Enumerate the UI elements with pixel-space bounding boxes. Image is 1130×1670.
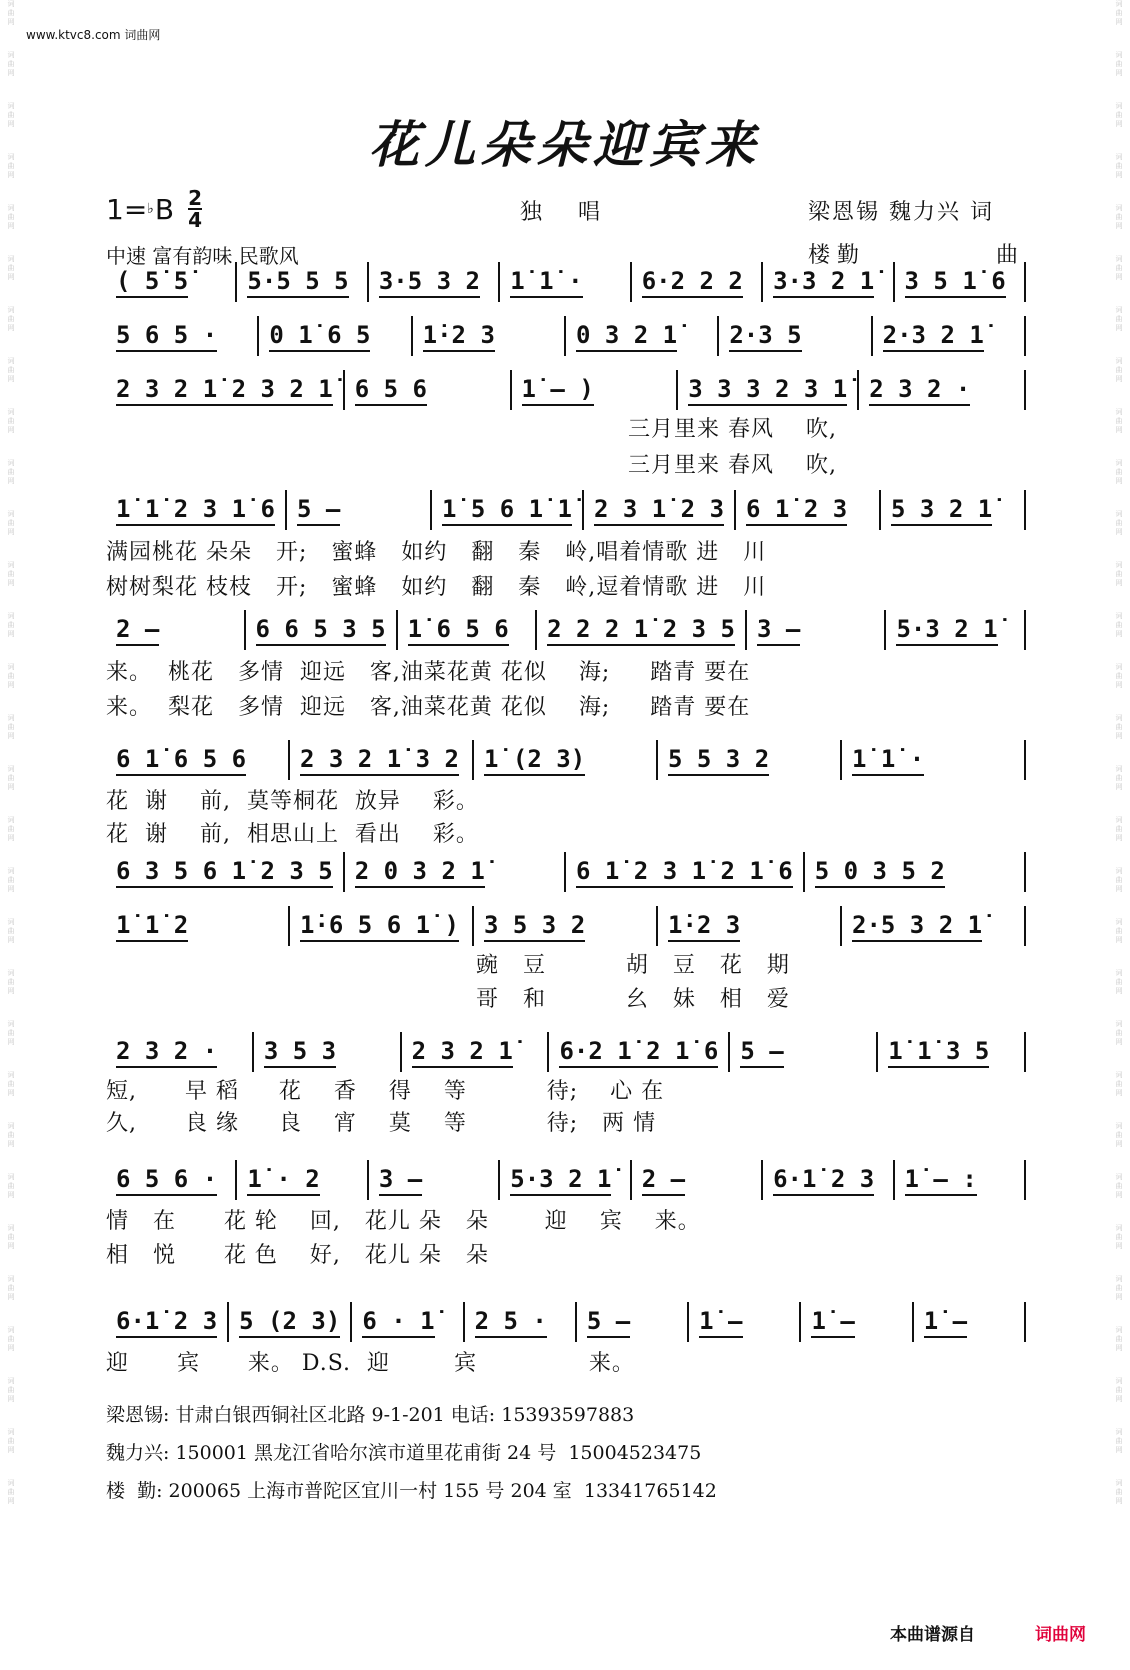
measure <box>106 490 287 530</box>
measure <box>566 316 719 356</box>
measure <box>763 1160 894 1200</box>
measure <box>881 490 1026 530</box>
measure-notes: 6·1̇ 2 3 <box>773 1165 874 1196</box>
measure-notes: 1̇ (2 3) <box>484 745 585 776</box>
watermark-text: 词 曲 网 <box>1115 1224 1123 1250</box>
lyric-v2-d: 哥 和 幺 妹 相 爱 <box>476 987 790 1012</box>
measure <box>549 1032 730 1072</box>
measure <box>914 1302 1026 1342</box>
measure-notes: 3 5 3 2 <box>484 911 585 942</box>
contact-lyricist-1: 梁恩锡: 甘肃白银西铜社区北路 9-1-201 电话: 15393597883 <box>106 1404 635 1426</box>
watermark-text: 词 曲 网 <box>1115 408 1123 434</box>
measure <box>763 262 894 302</box>
lyric-ending: 迎 宾 来。 D.S. 迎 宾 来。 <box>106 1351 635 1376</box>
watermark-text: 词 曲 网 <box>1115 816 1123 842</box>
composer-suffix: 曲 <box>995 243 1018 268</box>
measure-notes: 3 5 1̇ 6 <box>905 267 1006 298</box>
measure <box>577 1302 689 1342</box>
measure <box>259 316 412 356</box>
time-signature <box>188 188 202 230</box>
measure <box>352 1302 464 1342</box>
watermark-text: 词 曲 网 <box>7 918 15 944</box>
key-note: B <box>154 192 175 226</box>
measure-notes: 1̇ – ) <box>522 375 594 406</box>
measure <box>106 1160 237 1200</box>
watermark-text: 词 曲 网 <box>1115 765 1123 791</box>
measure-notes: 6 6 5 3 5 <box>256 615 386 646</box>
measure <box>886 610 1026 650</box>
measure-notes: 5 – <box>740 1037 783 1068</box>
watermark-text: 词 曲 网 <box>1115 0 1123 26</box>
watermark-text: 词 曲 网 <box>1115 357 1123 383</box>
watermark-text: 词 曲 网 <box>1115 102 1123 128</box>
watermark-text: 词 曲 网 <box>7 510 15 536</box>
measure <box>106 316 259 356</box>
measure-notes: 6 · 1̇ <box>362 1307 434 1338</box>
lyric-v2-c: 花 谢 前, 相思山上 看出 彩。 <box>106 822 479 847</box>
lyric-v2-a: 树树梨花 枝枝 开; 蜜蜂 如约 翻 秦 岭,逗着情歌 进 川 <box>106 575 767 600</box>
watermark-text: 词 曲 网 <box>1115 1377 1123 1403</box>
measure <box>805 852 1026 892</box>
measure-notes: 2 3 1̇ 2 3 <box>594 495 724 526</box>
contact-composer: 楼 勤: 200065 上海市普陀区宜川一村 155 号 204 室 13341765142 <box>106 1480 717 1502</box>
measure-notes: 1̇ 5 6 1̇ 1̇ <box>442 495 572 526</box>
measure-notes: ( 5̇ 5̇ <box>116 267 188 298</box>
watermark-text: 词 曲 网 <box>1115 714 1123 740</box>
measure <box>736 490 881 530</box>
lyricist-credit: 梁恩锡 魏力兴 词 <box>808 200 994 225</box>
score-row <box>106 370 1026 410</box>
contact-lyricist-2: 魏力兴: 150001 黑龙江省哈尔滨市道里花甫街 24 号 15004523475 <box>106 1442 702 1464</box>
measure-notes: 2·5 3 2 1̇ <box>852 911 982 942</box>
measure-notes: 2·3 2 1̇ <box>883 321 984 352</box>
watermark-text: 词 曲 网 <box>7 306 15 332</box>
measure-notes: 2 3 2 1̇ <box>412 1037 513 1068</box>
measure <box>873 316 1026 356</box>
measure <box>106 262 237 302</box>
measure <box>512 370 679 410</box>
measure <box>237 1160 368 1200</box>
measure <box>290 906 474 946</box>
watermark-text: 词 曲 网 <box>1115 255 1123 281</box>
measure <box>719 316 872 356</box>
measure <box>369 262 500 302</box>
composer-name: 楼 勤 <box>808 243 859 268</box>
watermark-text: 词 曲 网 <box>1115 1326 1123 1352</box>
lyric-v1-a: 满园桃花 朵朵 开; 蜜蜂 如约 翻 秦 岭,唱着情歌 进 川 <box>106 540 767 565</box>
measure <box>106 906 290 946</box>
measure <box>474 740 658 780</box>
lyric-v1-b: 来。 桃花 多情 迎远 客,油菜花黄 花似 海; 踏青 要在 <box>106 660 751 685</box>
watermark-text: 词 曲 网 <box>1115 1479 1123 1505</box>
key-prefix: 1= <box>106 192 148 226</box>
measure <box>632 1160 763 1200</box>
watermark-text: 词 曲 网 <box>7 459 15 485</box>
watermark-text: 词 曲 网 <box>1115 51 1123 77</box>
watermark-text: 词 曲 网 <box>1115 918 1123 944</box>
measure <box>632 262 763 302</box>
measure <box>658 906 842 946</box>
watermark-text: 词 曲 网 <box>1115 1122 1123 1148</box>
measure-notes: 2 0 3 2 1̇ <box>355 857 485 888</box>
watermark-text: 词 曲 网 <box>1115 969 1123 995</box>
watermark-text: 词 曲 网 <box>1115 1071 1123 1097</box>
measure-notes: 0 1̇ 6 5 <box>269 321 370 352</box>
watermark-text: 词 曲 网 <box>7 1275 15 1301</box>
measure <box>689 1302 801 1342</box>
score-row <box>106 1032 1026 1072</box>
watermark-text: 词 曲 网 <box>7 1224 15 1250</box>
measure <box>500 1160 631 1200</box>
watermark-text: 词 曲 网 <box>1115 1020 1123 1046</box>
lyric-v1-f: 情 在 花 轮 回, 花儿 朵 朵 迎 宾 来。 <box>106 1209 701 1234</box>
time-top: 2 <box>188 186 203 210</box>
measure-notes: 3 – <box>757 615 800 646</box>
measure-notes: 3 3 3 2 3 1̇ <box>688 375 847 406</box>
measure-notes: 5 – <box>587 1307 630 1338</box>
watermark-text: 词 曲 网 <box>1115 1275 1123 1301</box>
tempo-marking: 中速 富有韵味 民歌风 <box>106 244 299 268</box>
measure <box>106 1302 229 1342</box>
measure-notes: 2 3 2 1̇ 2 3 2 1̇ <box>116 375 333 406</box>
measure-notes: 2 3 2 1̇ 3 2 <box>300 745 459 776</box>
measure-notes: 3·5 3 2 <box>379 267 480 298</box>
watermark-text: 词 曲 网 <box>7 0 15 26</box>
measure-notes: 6 5 6 · <box>116 1165 217 1196</box>
watermark-text: 词 曲 网 <box>7 969 15 995</box>
measure-notes: 3 5 3 <box>264 1037 336 1068</box>
lyric-v2-intro: 三月里来 春风 吹, <box>628 453 837 478</box>
measure <box>413 316 566 356</box>
watermark-text: 词 曲 网 <box>7 102 15 128</box>
site-logo[interactable]: 词曲网 <box>1035 1625 1086 1645</box>
lyric-v1-e: 短, 早 稻 花 香 得 等 待; 心 在 <box>106 1079 665 1104</box>
measure-notes: 1̇·2 3 <box>423 321 495 352</box>
measure <box>432 490 584 530</box>
measure-notes: 1̇ 1̇ 3 5 <box>888 1037 989 1068</box>
measure-notes: 5 – <box>297 495 340 526</box>
measure <box>801 1302 913 1342</box>
measure <box>658 740 842 780</box>
measure <box>290 740 474 780</box>
measure <box>895 1160 1026 1200</box>
lyric-v2-e: 久, 良 缘 良 宵 莫 等 待; 两 情 <box>106 1111 657 1136</box>
measure-notes: 2 – <box>116 615 159 646</box>
measure-notes: 6 1̇ 2 3 <box>746 495 847 526</box>
watermark-text: 词 曲 网 <box>7 1173 15 1199</box>
flat-sign: ♭ <box>147 201 154 217</box>
score-row <box>106 906 1026 946</box>
measure-notes: 6 5 6 <box>355 375 427 406</box>
measure-notes: 1̇ 6 5 6 <box>408 615 509 646</box>
measure <box>237 262 368 302</box>
measure-notes: 5 (2 3) <box>239 1307 340 1338</box>
measure <box>730 1032 878 1072</box>
site-url[interactable]: www.ktvc8.com 词曲网 <box>26 28 161 42</box>
measure <box>106 1032 254 1072</box>
lyric-v1-c: 花 谢 前, 莫等桐花 放异 彩。 <box>106 789 479 814</box>
watermark-text: 词 曲 网 <box>7 765 15 791</box>
measure <box>106 370 345 410</box>
watermark-text: 词 曲 网 <box>7 1479 15 1505</box>
measure <box>398 610 538 650</box>
measure-notes: 2 – <box>642 1165 685 1196</box>
watermark-text: 词 曲 网 <box>7 816 15 842</box>
watermark-text: 词 曲 网 <box>7 1377 15 1403</box>
measure <box>678 370 859 410</box>
measure-notes: 1̇ – <box>699 1307 742 1338</box>
watermark-text: 词 曲 网 <box>7 357 15 383</box>
measure-notes: 1̇ – <box>811 1307 854 1338</box>
watermark-text: 词 曲 网 <box>7 1428 15 1454</box>
measure <box>345 370 512 410</box>
watermark-text: 词 曲 网 <box>7 1122 15 1148</box>
measure-notes: 2 3 2 · <box>869 375 970 406</box>
watermark-text: 词 曲 网 <box>7 867 15 893</box>
measure <box>584 490 736 530</box>
measure-notes: 6·2 1̇ 2 1̇ 6 <box>559 1037 718 1068</box>
score-row <box>106 740 1026 780</box>
watermark-text: 词 曲 网 <box>1115 612 1123 638</box>
measure-notes: 2 2 2 1̇ 2 3 5 <box>547 615 735 646</box>
song-title: 花儿朵朵迎宾来 <box>369 115 761 174</box>
measure-notes: 6 1̇ 6 5 6 <box>116 745 246 776</box>
measure-notes: 1̇ 1̇ · <box>510 267 582 298</box>
watermark-text: 词 曲 网 <box>1115 867 1123 893</box>
watermark-text: 词 曲 网 <box>7 408 15 434</box>
key-signature <box>106 188 202 230</box>
watermark-text: 词 曲 网 <box>1115 153 1123 179</box>
score-row <box>106 1302 1026 1342</box>
measure-notes: 2 3 2 · <box>116 1037 217 1068</box>
measure-notes: 3 – <box>379 1165 422 1196</box>
watermark-text: 词 曲 网 <box>1115 510 1123 536</box>
measure <box>537 610 747 650</box>
measure-notes: 5·3 2 1̇ <box>896 615 997 646</box>
measure-notes: 1̇ · 2 <box>247 1165 319 1196</box>
measure <box>895 262 1026 302</box>
measure-notes: 2·3 5 <box>729 321 801 352</box>
measure-notes: 5 3 2 1̇ <box>891 495 992 526</box>
measure <box>859 370 1026 410</box>
score-row <box>106 852 1026 892</box>
measure <box>465 1302 577 1342</box>
measure-notes: 6 3 5 6 1̇ 2 3 5 <box>116 857 333 888</box>
measure-notes: 5 5 3 2 <box>668 745 769 776</box>
watermark-text: 词 曲 网 <box>7 1071 15 1097</box>
lyric-v1-d: 豌 豆 胡 豆 花 期 <box>476 953 790 978</box>
score-row <box>106 490 1026 530</box>
measure-notes: 1̇·2 3 <box>668 911 740 942</box>
watermark-text: 词 曲 网 <box>1115 306 1123 332</box>
watermark-text: 词 曲 网 <box>1115 1173 1123 1199</box>
watermark-strip-left <box>0 0 22 1670</box>
measure-notes: 5 0 3 5 2 <box>815 857 945 888</box>
watermark-text: 词 曲 网 <box>7 255 15 281</box>
measure <box>500 262 631 302</box>
watermark-text: 词 曲 网 <box>7 612 15 638</box>
watermark-text: 词 曲 网 <box>7 1020 15 1046</box>
watermark-text: 词 曲 网 <box>1115 459 1123 485</box>
score-row <box>106 1160 1026 1200</box>
measure-notes: 2 5 · <box>475 1307 547 1338</box>
measure <box>287 490 432 530</box>
measure <box>842 906 1026 946</box>
watermark-text: 词 曲 网 <box>7 51 15 77</box>
watermark-text: 词 曲 网 <box>1115 1428 1123 1454</box>
watermark-text: 词 曲 网 <box>1115 561 1123 587</box>
watermark-text: 词 曲 网 <box>7 561 15 587</box>
source-label: 本曲谱源自 <box>890 1625 975 1645</box>
measure-notes: 1̇ – <box>924 1307 967 1338</box>
performance-type: 独唱 <box>520 200 637 225</box>
measure-notes: 1̇ 1̇ 2 <box>116 911 188 942</box>
measure-notes: 1̇ 1̇ 2 3 1̇ 6 <box>116 495 275 526</box>
measure <box>878 1032 1026 1072</box>
lyric-v2-b: 来。 梨花 多情 迎远 客,油菜花黄 花似 海; 踏青 要在 <box>106 695 751 720</box>
measure-notes: 6 1̇ 2 3 1̇ 2 1̇ 6 <box>576 857 793 888</box>
measure-notes: 6·2 2 2 <box>642 267 743 298</box>
measure <box>402 1032 550 1072</box>
watermark-text: 词 曲 网 <box>7 204 15 230</box>
watermark-text: 词 曲 网 <box>1115 663 1123 689</box>
measure <box>369 1160 500 1200</box>
measure-notes: 1̇ 1̇ · <box>852 745 924 776</box>
lyric-v2-f: 相 悦 花 色 好, 花儿 朵 朵 <box>106 1243 489 1268</box>
measure-notes: 3·3 2 1̇ <box>773 267 874 298</box>
measure <box>106 610 246 650</box>
measure-notes: 1̇ – : <box>905 1165 977 1196</box>
measure-notes: 5 6 5 · <box>116 321 217 352</box>
measure-notes: 0 3 2 1̇ <box>576 321 677 352</box>
watermark-text: 词 曲 网 <box>7 714 15 740</box>
time-bottom: 4 <box>188 208 203 232</box>
measure <box>106 852 345 892</box>
watermark-text: 词 曲 网 <box>7 153 15 179</box>
measure <box>566 852 805 892</box>
measure-notes: 1̇·6 5 6 1̇ ) <box>300 911 459 942</box>
measure <box>254 1032 402 1072</box>
measure <box>229 1302 352 1342</box>
measure <box>106 740 290 780</box>
watermark-text: 词 曲 网 <box>1115 204 1123 230</box>
score-row <box>106 262 1026 302</box>
lyric-v1-intro: 三月里来 春风 吹, <box>628 417 837 442</box>
measure <box>747 610 887 650</box>
score-row <box>106 610 1026 650</box>
measure <box>474 906 658 946</box>
measure-notes: 5·3 2 1̇ <box>510 1165 611 1196</box>
measure-notes: 6·1̇ 2 3 <box>116 1307 217 1338</box>
score-row <box>106 316 1026 356</box>
measure <box>842 740 1026 780</box>
measure <box>246 610 398 650</box>
watermark-text: 词 曲 网 <box>7 663 15 689</box>
measure <box>345 852 566 892</box>
watermark-strip-right <box>1108 0 1130 1670</box>
watermark-text: 词 曲 网 <box>7 1326 15 1352</box>
measure-notes: 5·5 5 5 <box>247 267 348 298</box>
